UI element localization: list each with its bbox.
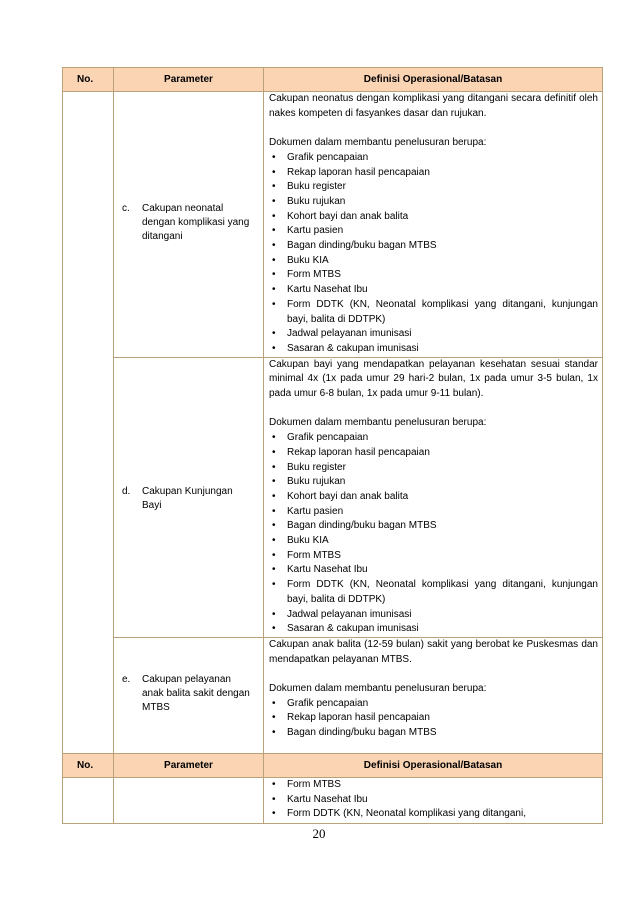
header-no: No. xyxy=(63,68,114,92)
list-item: • Form MTBS xyxy=(269,778,598,793)
definition-cell xyxy=(264,92,603,358)
list-item: • Buku register xyxy=(269,461,598,476)
parameter-text: Cakupan Kunjungan Bayi xyxy=(142,485,233,511)
header-definisi: Definisi Operasional/Batasan xyxy=(264,753,603,777)
list-item: • Bagan dinding/buku bagan MTBS xyxy=(269,239,598,254)
table-row xyxy=(63,637,603,753)
document-list xyxy=(269,151,598,357)
list-item: • Buku rujukan xyxy=(269,195,598,210)
list-item: • Kohort bayi dan anak balita xyxy=(269,490,598,505)
definition-cell xyxy=(264,777,603,823)
header-parameter: Parameter xyxy=(114,68,264,92)
parameter-text: Cakupan neonatal dengan komplikasi yang ditangani xyxy=(142,203,250,242)
definition-text: Cakupan bayi yang mendapatkan pelayanan kesehatan sesuai standar minimal 4x (1x pada umur 29 hari-2 bulan, 1x pada umur 3-5 bulan, 1x pada umur 6-8 bulan, 1x pada umur 9-11 bulan). xyxy=(269,358,598,400)
parameter-cell xyxy=(114,357,264,637)
list-item: • Kohort bayi dan anak balita xyxy=(269,210,598,225)
parameter-letter: c. xyxy=(122,203,130,214)
parameter-cell xyxy=(114,637,264,753)
table-header-row xyxy=(63,753,603,777)
document-list xyxy=(269,431,598,637)
list-item: • Bagan dinding/buku bagan MTBS xyxy=(269,519,598,534)
list-item: • Sasaran & cakupan imunisasi xyxy=(269,342,598,357)
table-row xyxy=(63,92,603,358)
parameter-label xyxy=(122,673,252,715)
list-item: • Grafik pencapaian xyxy=(269,151,598,166)
parameter-label xyxy=(122,485,252,513)
header-no: No. xyxy=(63,753,114,777)
list-item: • Rekap laporan hasil pencapaian xyxy=(269,711,598,726)
parameter-label xyxy=(122,202,252,244)
list-item: • Sasaran & cakupan imunisasi xyxy=(269,622,598,637)
document-intro: Dokumen dalam membantu penelusuran berupa: xyxy=(269,137,487,149)
header-definisi: Definisi Operasional/Batasan xyxy=(264,68,603,92)
list-item: • Buku KIA xyxy=(269,534,598,549)
list-item: • Kartu Nasehat Ibu xyxy=(269,793,598,808)
table-row xyxy=(63,357,603,637)
parameter-cell xyxy=(114,777,264,823)
list-item: • Kartu Nasehat Ibu xyxy=(269,283,598,298)
parameter-cell xyxy=(114,92,264,358)
definition-cell xyxy=(264,637,603,753)
header-parameter: Parameter xyxy=(114,753,264,777)
table-row xyxy=(63,777,603,823)
list-item: • Form MTBS xyxy=(269,268,598,283)
list-item: • Form MTBS xyxy=(269,549,598,564)
definition-text: Cakupan anak balita (12-59 bulan) sakit yang berobat ke Puskesmas dan mendapatkan pelayanan MTBS. xyxy=(269,638,598,665)
parameter-letter: d. xyxy=(122,485,131,497)
parameter-text: Cakupan pelayanan anak balita sakit dengan MTBS xyxy=(142,673,250,713)
list-item: • Buku KIA xyxy=(269,254,598,269)
page-number: 20 xyxy=(312,826,326,841)
list-item: • Jadwal pelayanan imunisasi xyxy=(269,608,598,623)
document-list xyxy=(269,697,598,741)
no-cell xyxy=(63,92,114,754)
list-item: • Form DDTK (KN, Neonatal komplikasi yang ditangani, kunjungan bayi, balita di DDTPK) xyxy=(269,578,598,607)
indicator-table xyxy=(62,67,603,824)
list-item: • Grafik pencapaian xyxy=(269,431,598,446)
document-intro: Dokumen dalam membantu penelusuran berupa: xyxy=(269,417,487,429)
parameter-letter: e. xyxy=(122,673,131,685)
list-item: • Rekap laporan hasil pencapaian xyxy=(269,446,598,461)
list-item: • Rekap laporan hasil pencapaian xyxy=(269,166,598,181)
document-intro: Dokumen dalam membantu penelusuran berupa: xyxy=(269,683,487,695)
definition-text: Cakupan neonatus dengan komplikasi yang ditangani secara definitif oleh nakes kompeten di fasyankes dasar dan rujukan. xyxy=(269,93,598,119)
list-item: • Kartu Nasehat Ibu xyxy=(269,563,598,578)
list-item: • Buku register xyxy=(269,180,598,195)
list-item: • Form DDTK (KN, Neonatal komplikasi yang ditangani, kunjungan bayi, balita di DDTPK) xyxy=(269,298,598,327)
no-cell xyxy=(63,777,114,823)
document-list xyxy=(269,778,598,822)
list-item: • Bagan dinding/buku bagan MTBS xyxy=(269,726,598,741)
list-item: • Form DDTK (KN, Neonatal komplikasi yang ditangani, xyxy=(269,807,598,822)
list-item: • Grafik pencapaian xyxy=(269,697,598,712)
table-header-row xyxy=(63,68,603,92)
list-item: • Kartu pasien xyxy=(269,505,598,520)
definition-cell xyxy=(264,357,603,637)
list-item: • Jadwal pelayanan imunisasi xyxy=(269,327,598,342)
list-item: • Kartu pasien xyxy=(269,224,598,239)
list-item: • Buku rujukan xyxy=(269,475,598,490)
